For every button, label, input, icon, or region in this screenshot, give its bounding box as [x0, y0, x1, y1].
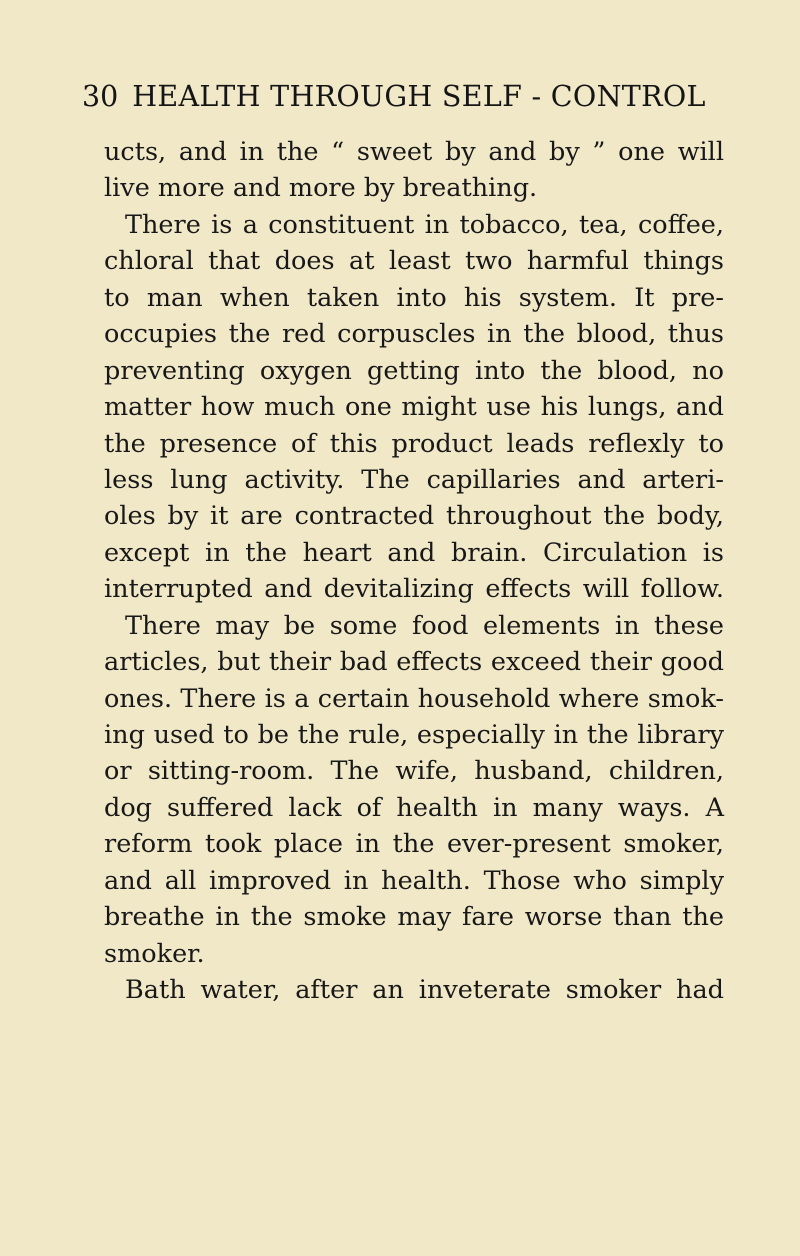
- paragraph-first-line: There is a constituent in tobacco, tea, coffee,: [125, 209, 724, 240]
- text-line: matter how much one might use his lungs, and: [104, 392, 724, 423]
- paragraph-first-line: Bath water, after an inveterate smoker had: [125, 975, 724, 1006]
- text-line: live more and more by breathing.: [104, 173, 538, 204]
- text-line: and all improved in health. Those who simply: [104, 865, 724, 896]
- paragraph-first-line: There may be some food elements in these: [125, 610, 724, 641]
- text-line: ucts, and in the “ sweet by and by ” one will: [104, 137, 724, 167]
- text-line: ing used to be the rule, especially in the library: [104, 720, 724, 750]
- page-number: 30: [82, 80, 119, 113]
- book-title: HEALTH THROUGH SELF - CONTROL: [132, 80, 706, 113]
- text-line: oles by it are contracted throughout the body,: [104, 501, 724, 532]
- text-line: interrupted and devitalizing effects will follow.: [104, 574, 724, 605]
- text-line: smoker.: [104, 938, 205, 969]
- text-line: articles, but their bad effects exceed their good: [104, 647, 724, 678]
- text-line: chloral that does at least two harmful things: [104, 246, 724, 277]
- text-line: occupies the red corpuscles in the blood, thus: [104, 319, 724, 350]
- text-line: less lung activity. The capillaries and arteri-: [104, 464, 724, 495]
- text-line: breathe in the smoke may fare worse than the: [104, 902, 724, 933]
- text-line: dog suffered lack of health in many ways. A: [104, 792, 724, 823]
- text-line: except in the heart and brain. Circulation is: [104, 537, 724, 568]
- text-line: reform took place in the ever-present smoker,: [104, 829, 724, 860]
- running-head: [82, 74, 706, 120]
- text-line: preventing oxygen getting into the blood, no: [104, 355, 724, 386]
- text-line: ones. There is a certain household where smok-: [104, 683, 724, 714]
- text-line: or sitting-room. The wife, husband, children,: [104, 756, 724, 787]
- text-line: to man when taken into his system. It pre-: [104, 282, 724, 313]
- body-text: [104, 134, 724, 1009]
- text-line: the presence of this product leads reflexly to: [104, 428, 724, 459]
